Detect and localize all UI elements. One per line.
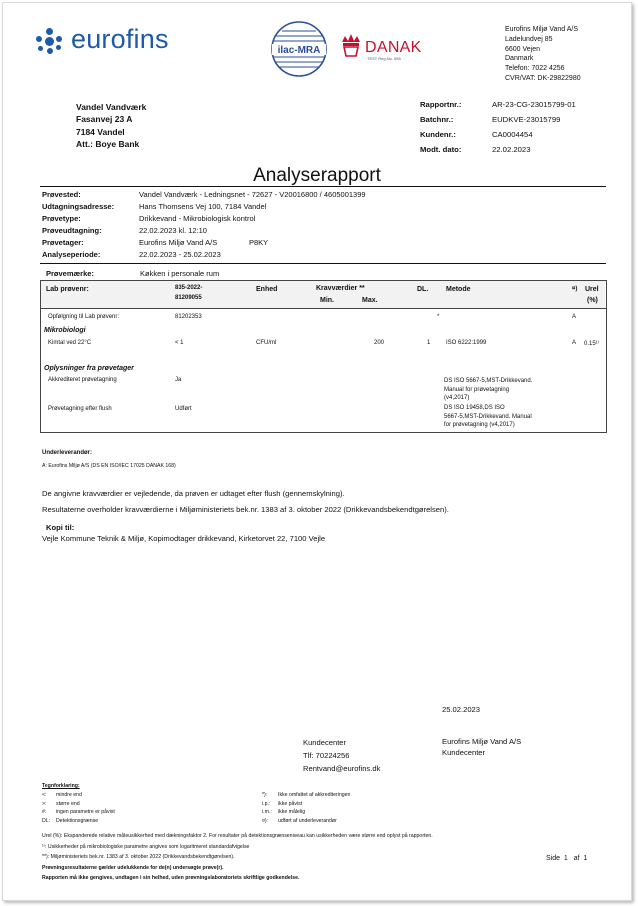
urel-header: Urel [585, 286, 599, 293]
method-value: ISO 6222:1999 [446, 340, 487, 346]
legend-item: #: ingen parametre er påvist [42, 809, 115, 816]
method-line: DS ISO 5667-5,MST-Drikkevand. [444, 378, 533, 384]
brand-name: eurofins [71, 24, 169, 54]
danak-reg-text: TEST Reg.No. 555 [367, 56, 401, 61]
followup-value: 81202353 [175, 314, 202, 320]
statement: De angivne kravværdier er vejledende, da prøven er udtaget efter flush (gennemskylning). [42, 489, 345, 498]
customer-no-value: CA0004454 [492, 130, 533, 139]
subcontractor-title: Underleverandør: [42, 450, 93, 456]
danak-text: DANAK [365, 39, 422, 56]
sample-label: Udtagningsadresse: [42, 202, 115, 211]
legend-note: **): Miljøministeriets bek.nr. 1383 af 3. oktober 2022 (Drikkevandsbekendtgørelsen). [42, 854, 235, 860]
legend-note: Urel (%): Ekspanderede relative måleusikkerhed med dækningsfaktor 2. For resultater på detektionsgrænseniveau kan usikkerheden være større end oplyst på rapporten. [42, 833, 433, 839]
legend-item: ¤): udført af underleverandør [262, 817, 337, 824]
contact-line: Kundecenter [303, 738, 347, 747]
accreditation-mark: A [572, 314, 577, 320]
signoff-line: Kundecenter [442, 748, 486, 757]
urel-header: (%) [587, 297, 598, 304]
subcontractor-text: A: Eurofins Miljø A/S (DS EN ISO/IEC 17025 DANAK 168) [42, 463, 176, 469]
copy-title: Kopi til: [46, 523, 75, 532]
customer-address [76, 101, 146, 151]
sample-value: 22.02.2023 kl. 12:10 [139, 226, 207, 235]
not-accredited-mark: * [437, 314, 440, 320]
customer-line: 7184 Vandel [76, 126, 125, 137]
parameter-name: Prøvetagning efter flush [48, 406, 112, 412]
page-title: Analyserapport [253, 165, 381, 186]
sample-value: Vandel Vandværk - Ledningsnet - 72627 - V20016800 / 4605001399 [139, 190, 366, 199]
sample-no-header: 835-2022- [175, 285, 203, 291]
address-line: Telefon: 7022 4256 [505, 65, 565, 73]
result-value: Udført [175, 406, 192, 412]
method-value [444, 377, 532, 403]
sample-label: Prøvetype: [42, 214, 81, 223]
address-line: 6600 Vejen [505, 45, 541, 53]
accreditation-mark: A [572, 340, 577, 346]
legend-item: <: mindre end [42, 792, 82, 798]
legend-item: i.m.: ikke målelig [262, 809, 306, 816]
divider [40, 186, 606, 187]
sampler-code: P8KY [249, 238, 269, 247]
report-no-label: Rapportnr.: [420, 100, 462, 109]
contact-line: Rentvand@eurofins.dk [303, 764, 381, 773]
legend-item: DL: Detektionsgrænse [42, 817, 99, 824]
urel-value: 0.15¹⁾ [584, 341, 600, 347]
max-header: Max. [362, 297, 378, 304]
requirement-header: Kravværdier ** [316, 285, 365, 292]
method-line: for prøvetagning (v4,2017) [444, 422, 515, 429]
table-border [40, 308, 606, 309]
result-unit: CFU/ml [256, 340, 277, 346]
sample-label: Analyseperiode: [42, 250, 101, 259]
legend-note: ¹⁾: Usikkerheder på mikrobiologiske parametre angives som logaritmeret standardafvigelse [42, 844, 250, 850]
report-page [2, 2, 632, 901]
signoff-block [442, 736, 521, 758]
signoff-line: Eurofins Miljø Vand A/S [442, 737, 522, 746]
method-line: Manual for prøvetagning [444, 386, 510, 393]
table-border [40, 280, 41, 432]
followup-label: Opfølgning til Lab prøvenr: [48, 314, 120, 320]
legend-disclaimer: Rapporten må ikke gengives, undtagen i sin helhed, uden prøvningslaboratoriets skriftlige godkendelse. [42, 875, 300, 881]
sample-label: Prøvested: [42, 190, 81, 199]
subcontractor-header: ¤) [572, 286, 578, 292]
section-heading-microbiology: Mikrobiologi [44, 327, 86, 334]
customer-line: Att.: Boye Bank [76, 139, 140, 150]
parameter-name: Akkrediteret prøvetagning [48, 377, 117, 383]
lab-address [505, 25, 581, 84]
method-header: Metode [446, 286, 471, 293]
sample-no-header: 81209055 [175, 295, 202, 301]
statement: Resultaterne overholder kravværdierne i Miljøministeriets bek.nr. 1383 af 3. oktober 2022 (Drikkevandsbekendtgørelsen). [42, 505, 449, 514]
page-number: Side 1 af 1 [546, 855, 588, 862]
sample-value: Hans Thomsens Vej 100, 7184 Vandel [139, 202, 267, 211]
customer-line: Fasanvej 23 A [76, 114, 133, 125]
contact-block [303, 736, 380, 775]
customer-no-label: Kundenr.: [420, 130, 456, 139]
address-line: Eurofins Miljø Vand A/S [505, 26, 579, 33]
ilac-mra-logo-icon [270, 20, 328, 78]
result-value: < 1 [175, 340, 184, 346]
sign-date: 25.02.2023 [442, 705, 481, 714]
section-heading-sampler-info: Oplysninger fra prøvetager [44, 365, 134, 372]
method-line: 5667-5,MST-Drikkevand. Manual [444, 413, 532, 420]
legend-item: *): Ikke omfattet af akkrediteringen [262, 792, 351, 798]
dl-header: DL. [417, 286, 429, 293]
copy-text: Vejle Kommune Teknik & Miljø, Kopimodtager drikkevand, Kirketorvet 22, 7100 Vejle [42, 534, 326, 543]
divider [40, 263, 606, 264]
sample-value: Eurofins Miljø Vand A/S [139, 238, 218, 247]
legend-left [42, 791, 115, 825]
received-date-value: 22.02.2023 [492, 145, 531, 154]
address-line: Ladelundvej 85 [505, 35, 553, 43]
batch-no-label: Batchnr.: [420, 115, 454, 124]
min-header: Min. [320, 297, 334, 304]
batch-no-value: EUDKVE-23015799 [492, 115, 561, 124]
legend-right [262, 791, 350, 825]
legend-item: >: større end [42, 800, 80, 807]
method-line: (v4,2017) [444, 395, 470, 402]
method-line: DS ISO 19458,DS ISO [444, 405, 505, 411]
table-border [40, 280, 606, 281]
address-line: CVR/VAT: DK-29822980 [505, 74, 581, 82]
eurofins-logo-icon [36, 28, 64, 54]
legend-item: i.p.: ikke påvist [262, 800, 303, 807]
report-no-value: AR-23-CG-23015799-01 [492, 100, 576, 109]
result-value: Ja [175, 377, 182, 383]
crown-icon [339, 32, 363, 58]
method-value [444, 404, 532, 430]
max-value: 200 [374, 340, 385, 346]
sample-label: Prøveudtagning: [42, 226, 102, 235]
sample-value: 22.02.2023 - 25.02.2023 [139, 250, 221, 259]
lab-sample-header: Lab prøvenr: [46, 286, 89, 293]
legend-disclaimer: Prøvningsresultaterne gælder udelukkende for de(n) undersøgte prøve(r). [42, 865, 224, 871]
table-border [606, 280, 607, 432]
dl-value: 1 [427, 340, 431, 346]
table-border [40, 432, 607, 433]
legend-title: Tegnforklaring: [42, 783, 80, 789]
marker-value: Køkken i personale rum [140, 269, 220, 278]
parameter-name: Kimtal ved 22°C [48, 340, 92, 346]
ilac-text: ilac-MRA [277, 45, 321, 56]
customer-line: Vandel Vandværk [76, 102, 147, 112]
marker-label: Prøvemærke: [46, 269, 94, 278]
sample-label: Prøvetager: [42, 238, 84, 247]
sample-value: Drikkevand - Mikrobiologisk kontrol [139, 214, 256, 223]
unit-header: Enhed [256, 286, 278, 293]
contact-line: Tlf: 70224256 [303, 751, 350, 760]
received-date-label: Modt. dato: [420, 145, 462, 154]
address-line: Danmark [505, 55, 534, 63]
